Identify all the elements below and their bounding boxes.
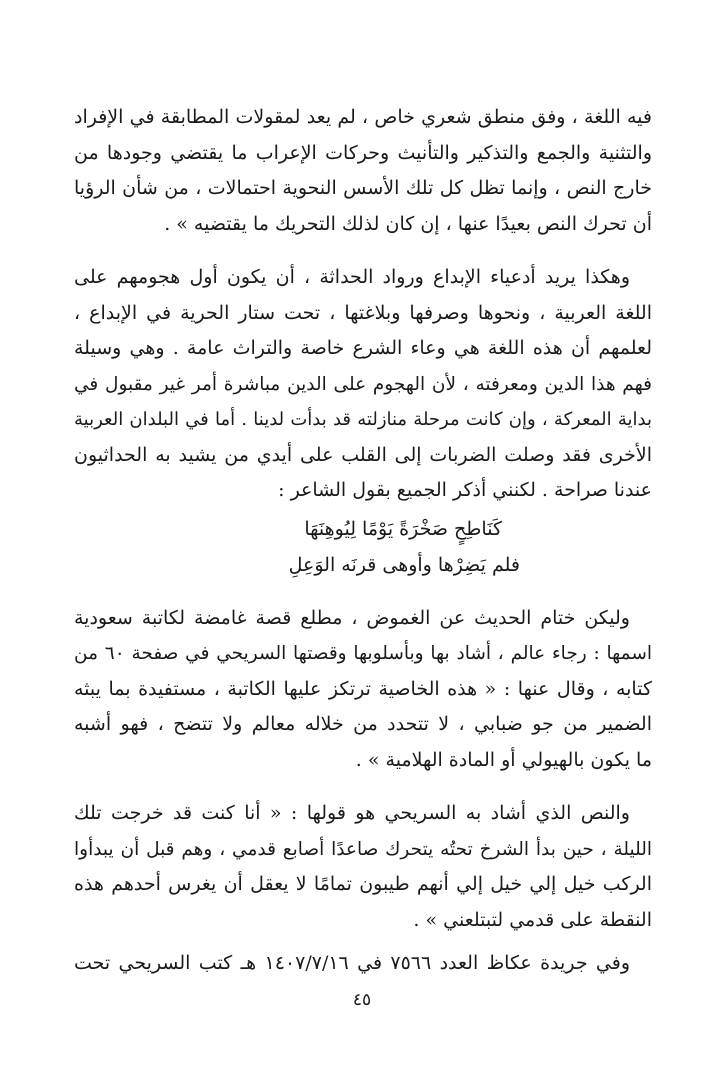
text-line: اسمها : رجاء عالم ، أشاد بها وبأسلوبها وقصتها السريحي في صفحة ٦٠ من [74, 643, 653, 664]
text-line: الليلة ، حين بدأ الشرخ تحتُه يتحرك صاعدًا أصابع قدمي ، وهم قبل أن يبدأوا [74, 838, 652, 860]
page-number: ٤٥ [352, 990, 372, 1010]
text-line: الركب خيل إلي خيل إلي أنهم طيبون تمامًا لا يعقل أن يغرس أحدهم هذه [74, 873, 652, 895]
verse-line-2: فلم يَضِرْها وأوهى قرنَه الوَعِلِ [288, 553, 520, 576]
text-line: بداية المعركة ، وإن كانت مرحلة منازلته قد بدأت لدينا . أما في البلدان العربية [74, 409, 652, 430]
text-line: عندنا صراحة . لكنني أذكر الجميع بقول الشاعر : [278, 479, 652, 501]
text-line: وليكن ختام الحديث عن الغموض ، مطلع قصة غامضة لكاتبة سعودية [74, 606, 630, 629]
text-line: خارج النص ، وإنما تظل كل تلك الأسس النحوية احتمالات ، من شأن الرؤيا [74, 177, 652, 199]
text-line: والتثنية والجمع والتذكير والتأنيث وحركات الإعراب ما يقتضي وجودها من [74, 141, 652, 164]
paragraph-3 [74, 601, 652, 779]
text-line: وهكذا يريد أدعياء الإبداع ورواد الحداثة ، أن يكون أول هجومهم على [74, 266, 630, 288]
text-line: اللغة العربية ، ونحوها وصرفها وبلاغتها ، تحت ستار الحرية في الإبداع ، [74, 301, 652, 324]
paragraph-4 [74, 796, 652, 938]
paragraph-5 [74, 946, 652, 982]
paragraph-2 [74, 260, 652, 509]
verse-line-1: كَنَاطِحٍ صَخْرَةً يَوْمًا لِيُوهِنَهَا [304, 517, 502, 540]
text-line: أن تحرك النص بعيدًا عنها ، إن كان لذلك التحريك ما يقتضيه » . [164, 212, 652, 235]
poem-verse [74, 511, 652, 583]
text-line: وفي جريدة عكاظ العدد ٧٥٦٦ في ١٤٠٧/٧/١٦ هـ كتب السريحي تحت [74, 952, 631, 974]
text-line: كتابه ، وقال عنها : « هذه الخاصية ترتكز عليها الكاتبة ، مستفيدة بما يبثه [74, 677, 652, 700]
paragraph-1 [74, 100, 652, 242]
text-line: فهم هذا الدين ومعرفته ، لأن الهجوم على الدين مباشرة أمر غير مقبول في [74, 373, 652, 395]
page-body [74, 100, 652, 982]
text-line: النقطة على قدمي لتبتلعني » . [413, 908, 652, 931]
text-line: الأخرى فقد وصلت الضربات إلى القلب على أيدي من يشيد به الحداثيون [74, 443, 652, 466]
text-line: لعلمهم أن هذه اللغة هي وعاء الشرع خاصة والتراث عامة . وهي وسيلة [74, 337, 652, 359]
text-line: الضمير من جو ضبابي ، لا تتحدد من خلاله معالم ولا تتضح ، فهو أشبه [74, 713, 652, 735]
text-line: والنص الذي أشاد به السريحي هو قولها : « أنا كنت قد خرجت تلك [74, 802, 630, 824]
text-line: فيه اللغة ، وفق منطق شعري خاص ، لم يعد لمقولات المطابقة في الإفراد [74, 106, 652, 128]
text-line: ما يكون بالهيولي أو المادة الهلامية » . [355, 748, 652, 771]
